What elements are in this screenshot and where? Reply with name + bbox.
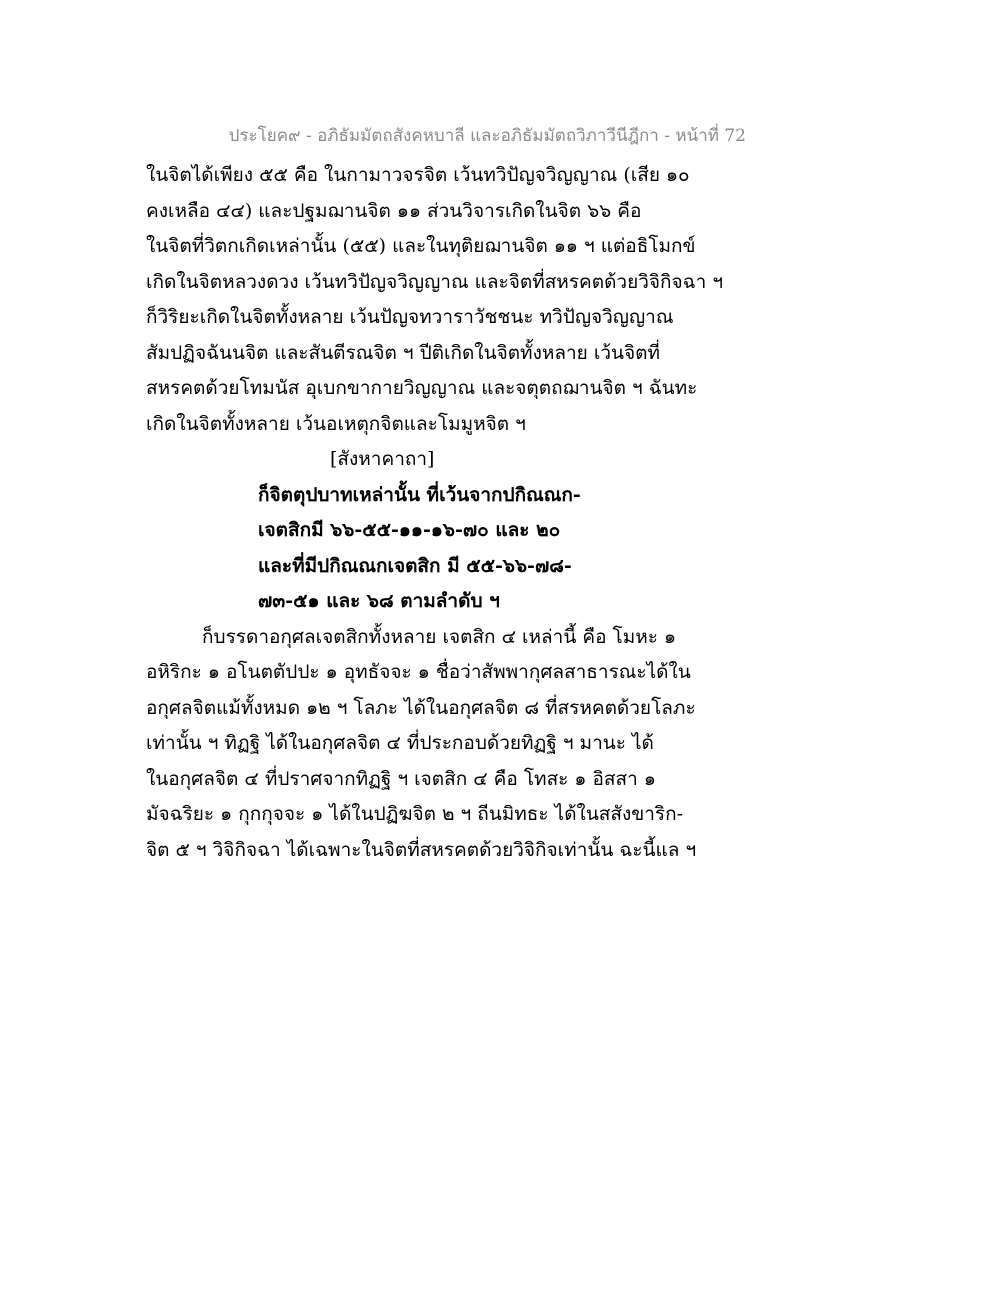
text-line: จิต ๕ ฯ วิจิกิจฉา ได้เฉพาะในจิตที่สหรคตด้วยวิจิกิจเท่านั้น ฉะนี้แล ฯ — [146, 838, 697, 861]
text-line: เกิดในจิตทั้งหลาย เว้นอเหตุกจิตและโมมูหจิต ฯ — [146, 412, 526, 435]
text-line: คงเหลือ ๔๔) และปฐมฌานจิต ๑๑ ส่วนวิจารเกิดในจิต ๖๖ คือ — [146, 199, 642, 222]
text-line: ในจิตที่วิตกเกิดเหล่านั้น (๕๕) และในทุติยฌานจิต ๑๑ ฯ แต่อธิโมกข์ — [146, 235, 696, 257]
verse-line: ก็จิตตุปบาทเหล่านั้น ที่เว้นจากปกิณณก- — [258, 483, 581, 506]
text-line: ก็วิริยะเกิดในจิตทั้งหลาย เว้นปัญจทวาราวัชชนะ ทวิปัญจวิญญาณ — [146, 306, 674, 328]
paragraph-2 — [146, 620, 866, 869]
text-line: อหิริกะ ๑ อโนตตัปปะ ๑ อุทธัจจะ ๑ ชื่อว่าสัพพากุศลสาธารณะได้ใน — [146, 661, 691, 683]
text-line: สัมปฏิจฉันนจิต และสันตีรณจิต ฯ ปีติเกิดในจิตทั้งหลาย เว้นจิตที่ — [146, 341, 661, 364]
text-line: ก็บรรดาอกุศลเจตสิกทั้งหลาย เจตสิก ๔ เหล่านี้ คือ โมหะ ๑ — [202, 625, 677, 648]
verse-line: ๗๓-๕๑ และ ๖๘ ตามลำดับ ฯ — [258, 590, 500, 612]
verse-title: [สังหาคาถา] — [330, 448, 435, 470]
verse-block — [146, 478, 866, 620]
text-line: ในอกุศลจิต ๔ ที่ปราศจากทิฏฐิ ฯ เจตสิก ๔ คือ โทสะ ๑ อิสสา ๑ — [146, 767, 656, 790]
verse-line: และที่มีปกิณณกเจตสิก มี ๕๕-๖๖-๗๘- — [258, 554, 572, 577]
text-line: อกุศลจิตแม้ทั้งหมด ๑๒ ฯ โลภะ ได้ในอกุศลจิต ๘ ที่สรหคตด้วยโลภะ — [146, 696, 696, 719]
text-line: สหรคตด้วยโทมนัส อุเบกขากายวิญญาณ และจตุตถฌานจิต ฯ ฉันทะ — [146, 377, 698, 399]
text-line: ในจิตได้เพียง ๕๕ คือ ในกามาวจรจิต เว้นทวิปัญจวิญญาณ (เสีย ๑๐ — [146, 164, 690, 186]
body-text — [146, 158, 866, 868]
text-line: มัจฉริยะ ๑ กุกกุจจะ ๑ ได้ในปฏิฆจิต ๒ ฯ ถีนมิทธะ ได้ในสสังขาริก- — [146, 803, 684, 825]
text-line: เท่านั้น ฯ ทิฏฐิ ได้ในอกุศลจิต ๔ ที่ประกอบด้วยทิฏฐิ ฯ มานะ ได้ — [146, 732, 654, 754]
page-header: ประโยค๙ - อภิธัมมัตถสังคหบาลี และอภิธัมมัตถวิภาวีนีฎีกา - หน้าที่ 72 — [228, 126, 746, 146]
text-line: เกิดในจิตหลวงดวง เว้นทวิปัญจวิญญาณ และจิตที่สหรคตด้วยวิจิกิจฉา ฯ — [146, 270, 723, 293]
paragraph-1 — [146, 158, 866, 442]
verse-line: เจตสิกมี ๖๖-๕๕-๑๑-๑๖-๗๐ และ ๒๐ — [258, 519, 561, 541]
